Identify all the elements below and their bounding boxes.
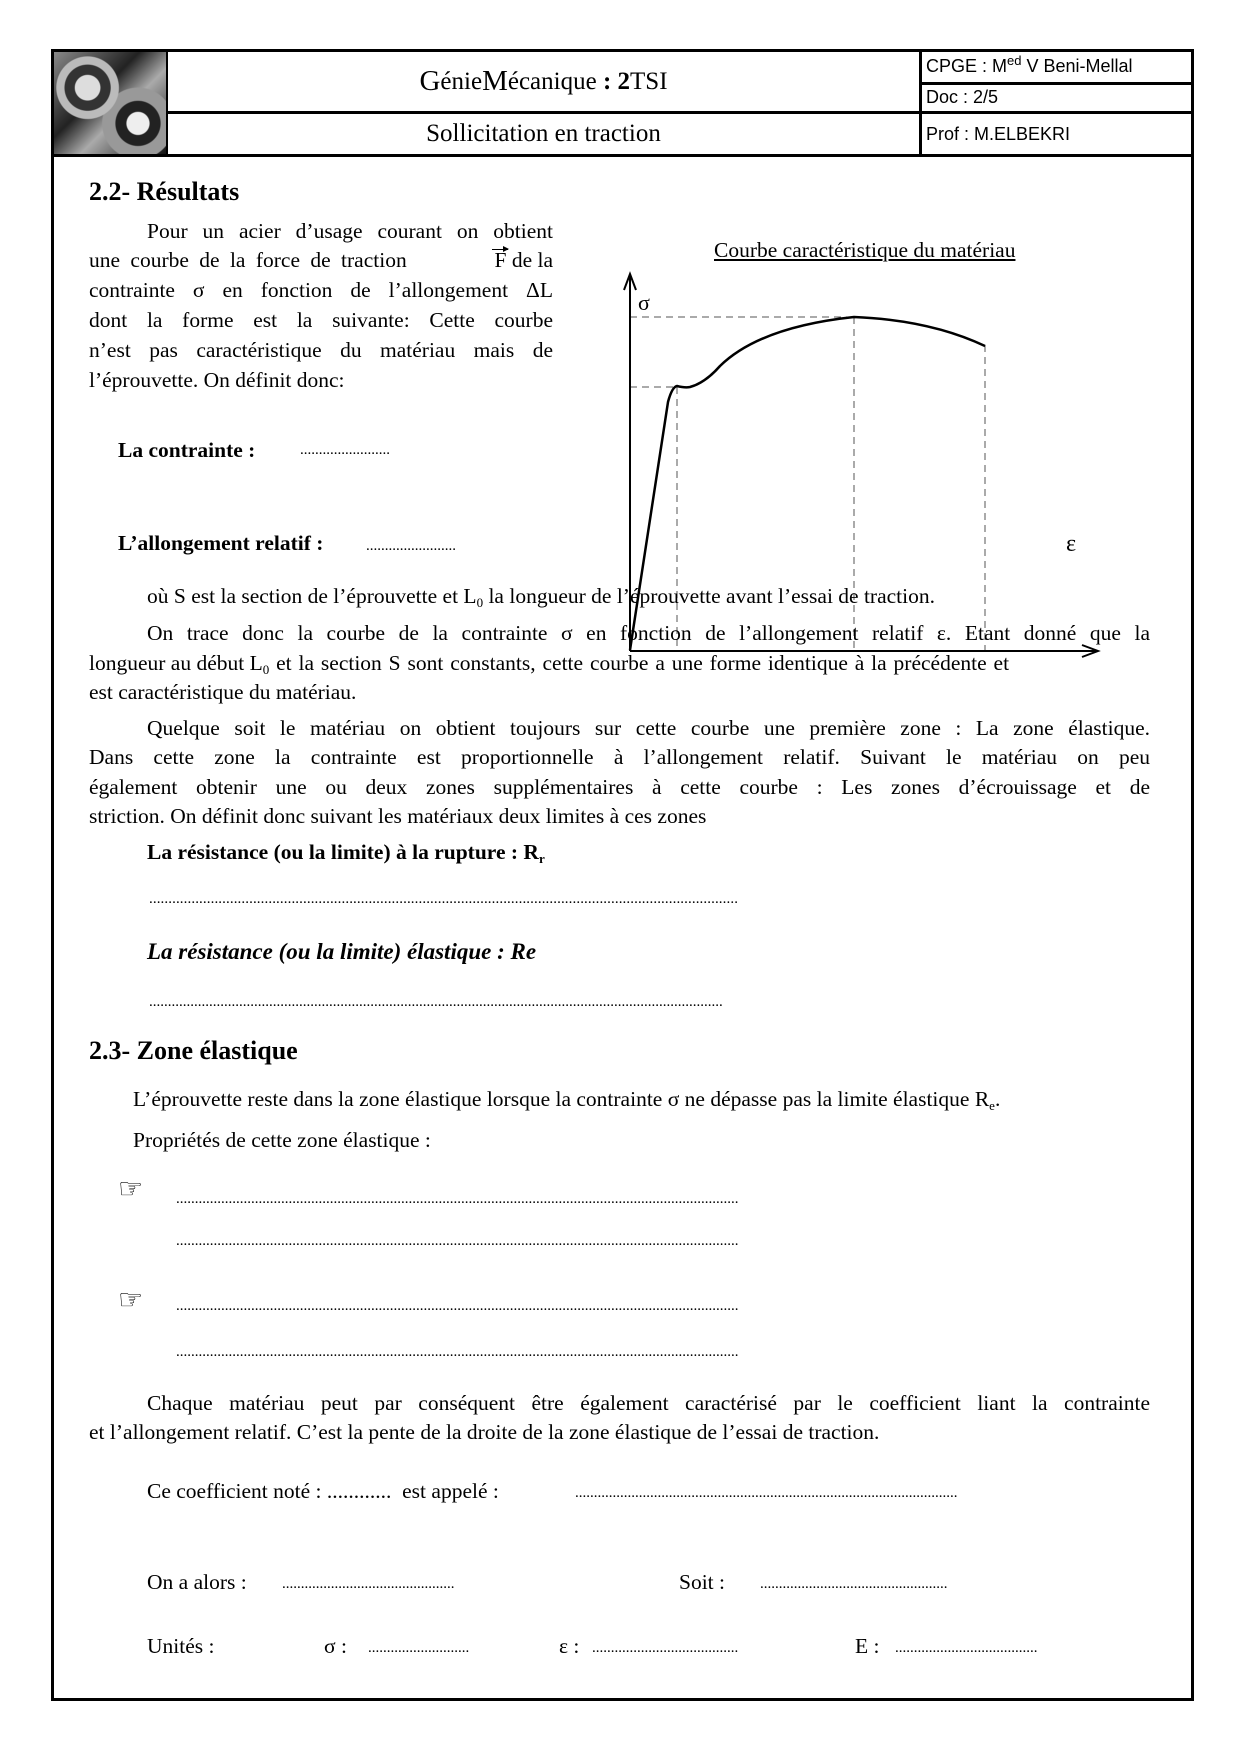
allongement-label: L’allongement relatif : [118,531,324,555]
title-part: TSI [630,67,668,95]
soit-label: Soit : [679,1570,726,1594]
title-part: 2 [617,67,631,95]
school-prefix: CPGE : M [926,56,1008,76]
contrainte-label: La contrainte : [118,438,256,462]
allongement-blank[interactable]: ........................ [366,538,456,554]
text: de la [511,248,553,272]
paragraph-line: et l’allongement relatif. C’est la pente de la droite de la zone élastique de l’essai de traction. [89,1420,880,1444]
unit-sigma-blank[interactable]: ........................... [368,1640,470,1656]
paragraph-line: On trace donc la courbe de la contrainte σ en fonction de l’allongement relatif ε. Etant donné que la [147,621,1150,645]
pointing-hand-icon: ☞ [118,1174,144,1205]
paragraph-line: striction. On définit donc suivant les matériaux deux limites à ces zones [89,804,707,828]
unites-label: Unités : [147,1634,215,1658]
coefficient-blank[interactable]: ...................................................................................................... [575,1485,958,1501]
school-sup: ed [1007,53,1022,68]
paragraph-line: contrainte σ en fonction de l’allongement ΔL [89,278,553,302]
unit-sigma-label: σ : [324,1634,347,1658]
contrainte-blank[interactable]: ........................ [300,442,390,458]
property-blank[interactable]: ...................................................................................................................................................... [176,1298,739,1314]
rupture-blank[interactable]: ......................................................................................................................................................... [149,891,739,907]
section-heading-2-3: 2.3- Zone élastique [89,1036,298,1065]
unit-epsilon-label: ε : [559,1634,580,1658]
text: longueur au début L [89,651,263,675]
title-part: énie [440,67,483,95]
paragraph-line: Dans cette zone la contrainte est proportionnelle à l’allongement relatif. Suivant le matériau on peu [89,745,1150,769]
header-doc: Doc : 2/5 [926,87,999,107]
header-subtitle: Sollicitation en traction [426,120,661,147]
subscript: r [538,851,545,866]
title-letter: G [419,65,441,97]
subscript: 0 [262,662,270,677]
paragraph-line: est caractéristique du matériau. [89,680,357,704]
text: et la section S sont constants, cette courbe a une forme identique à la précédente et [269,651,1010,675]
title-part: : [596,67,618,95]
text: la longueur de l’éprouvette avant l’essai de traction. [483,584,935,608]
paragraph-line: Propriétés de cette zone élastique : [133,1128,431,1152]
text: La résistance (ou la limite) à la rupture : R [147,840,539,864]
paragraph-line: Pour un acier d’usage courant on obtient [147,219,553,243]
paragraph-line: Chaque matériau peut par conséquent être également caractérisé par le coefficient liant la contrainte [147,1391,1150,1415]
unit-epsilon-blank[interactable]: ....................................... [592,1640,739,1656]
unit-e-label: E : [855,1634,880,1658]
header-prof: Prof : M.ELBEKRI [926,124,1071,144]
elastique-label: La résistance (ou la limite) élastique : Re [147,939,537,964]
subscript: 0 [476,595,484,610]
title-part: écanique [507,67,597,95]
paragraph-line: l’éprouvette. On définit donc: [89,368,345,392]
paragraph-line: également obtenir une ou deux zones supplémentaires à cette courbe : Les zones d’écrouissage et de [89,775,1150,799]
force-vector: F [494,248,507,272]
property-blank[interactable]: ...................................................................................................................................................... [176,1233,739,1249]
elastique-blank[interactable]: ......................................................................................................................................................... [149,994,723,1010]
paragraph-line [89,649,1150,677]
paragraph-line: dont la forme est la suivante: Cette courbe [89,308,553,332]
school-suffix: V Beni-Mellal [1021,56,1133,76]
text: . [994,1087,1001,1111]
section-heading-2-2: 2.2- Résultats [89,177,240,206]
alors-blank[interactable]: .............................................. [282,1576,455,1592]
text: où S est la section de l’éprouvette et L [147,584,477,608]
paragraph-line [133,1085,1000,1113]
x-axis-label: ε [1066,531,1077,557]
y-axis-label: σ [638,290,650,315]
coefficient-label: Ce coefficient noté : ............ est appelé : [147,1479,499,1503]
paragraph-line: Quelque soit le matériau on obtient toujours sur cette courbe une première zone : La zone élastique. [147,716,1150,740]
subscript: e [989,1098,995,1113]
pointing-hand-icon: ☞ [118,1285,144,1316]
unit-e-blank[interactable]: ...................................... [895,1640,1038,1656]
property-blank[interactable]: ...................................................................................................................................................... [176,1344,739,1360]
property-blank[interactable]: ...................................................................................................................................................... [176,1191,739,1207]
alors-label: On a alors : [147,1570,247,1594]
soit-blank[interactable]: .................................................. [760,1576,948,1592]
chart-title: Courbe caractéristique du matériau [714,238,1016,262]
text: une courbe de la force de traction [89,248,407,272]
text: L’éprouvette reste dans la zone élastique lorsque la contrainte σ ne dépasse pas la limite élastique R [133,1087,990,1111]
paragraph-line [147,582,935,610]
title-letter: M [482,65,508,97]
paragraph-line: n’est pas caractéristique du matériau mais de [89,338,553,362]
rupture-label [147,838,545,866]
